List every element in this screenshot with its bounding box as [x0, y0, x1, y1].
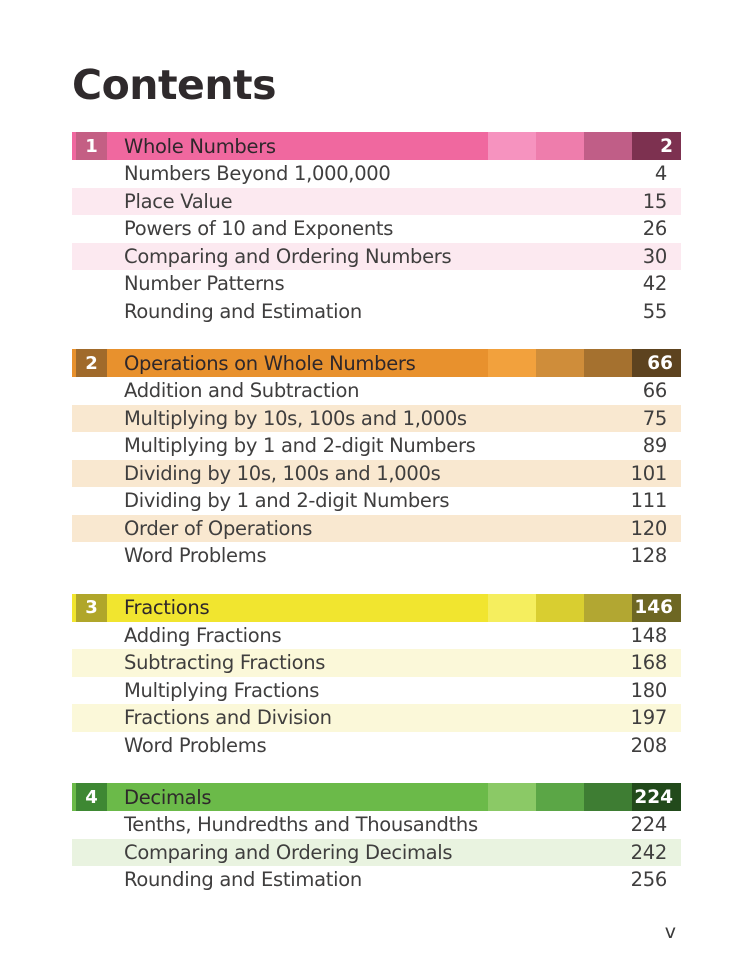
- toc-row-page: 4: [654, 162, 667, 186]
- toc-row-page: 75: [642, 406, 667, 430]
- toc-row: [72, 732, 681, 760]
- toc-row: [72, 622, 681, 650]
- toc-row-label: Order of Operations: [124, 516, 313, 540]
- chapter-header-bar: [72, 783, 681, 811]
- toc-row-label: Multiplying Fractions: [124, 678, 320, 702]
- chapter-rows: [72, 811, 681, 894]
- chapter-section: [72, 349, 681, 570]
- chapter-title: Decimals: [124, 785, 212, 809]
- chapter-number-badge: 1: [76, 132, 107, 160]
- toc-row-page: 101: [630, 461, 667, 485]
- toc-row-label: Adding Fractions: [124, 623, 282, 647]
- toc-row: [72, 487, 681, 515]
- header-color-segment-2: [536, 132, 584, 160]
- toc-row-page: 26: [642, 217, 667, 241]
- toc-row-page: 208: [630, 733, 667, 757]
- header-color-segment-3: [584, 349, 632, 377]
- chapter-header-bar: [72, 594, 681, 622]
- toc-row-page: 66: [642, 379, 667, 403]
- toc-row: [72, 215, 681, 243]
- toc-row: [72, 160, 681, 188]
- toc-row-label: Addition and Subtraction: [124, 379, 360, 403]
- toc-row: [72, 811, 681, 839]
- chapter-rows: [72, 622, 681, 760]
- toc-row-page: 89: [642, 434, 667, 458]
- chapter-page-number: 224: [632, 783, 681, 811]
- toc-row-label: Comparing and Ordering Decimals: [124, 840, 453, 864]
- toc-row-page: 30: [642, 244, 667, 268]
- header-color-segment-2: [536, 594, 584, 622]
- toc-row: [72, 649, 681, 677]
- toc-row-label: Powers of 10 and Exponents: [124, 217, 394, 241]
- toc-row-page: 55: [642, 299, 667, 323]
- header-color-segment-1: [488, 594, 536, 622]
- toc-row: [72, 704, 681, 732]
- toc-row-label: Number Patterns: [124, 272, 285, 296]
- toc-row-page: 242: [630, 840, 667, 864]
- toc-row: [72, 298, 681, 326]
- toc-row-label: Rounding and Estimation: [124, 868, 362, 892]
- toc-row: [72, 866, 681, 894]
- toc-row-label: Dividing by 1 and 2-digit Numbers: [124, 489, 450, 513]
- chapter-header-bar: [72, 349, 681, 377]
- toc-row-page: 224: [630, 813, 667, 837]
- header-color-segment-3: [584, 132, 632, 160]
- chapter-rows: [72, 377, 681, 570]
- toc-row: [72, 460, 681, 488]
- toc-row-page: 128: [630, 544, 667, 568]
- toc-row-page: 111: [630, 489, 667, 513]
- header-color-segment-2: [536, 349, 584, 377]
- toc-row-label: Fractions and Division: [124, 706, 332, 730]
- toc-row-page: 120: [630, 516, 667, 540]
- toc-row: [72, 188, 681, 216]
- chapter-number-badge: 4: [76, 783, 107, 811]
- chapter-title: Whole Numbers: [124, 134, 276, 158]
- toc-row: [72, 515, 681, 543]
- chapter-number-badge: 3: [76, 594, 107, 622]
- toc-row-label: Subtracting Fractions: [124, 651, 326, 675]
- toc-row: [72, 542, 681, 570]
- chapter-rows: [72, 160, 681, 325]
- chapter-number-badge: 2: [76, 349, 107, 377]
- chapter-section: [72, 132, 681, 325]
- toc-row: [72, 270, 681, 298]
- toc-row: [72, 405, 681, 433]
- chapter-section: [72, 594, 681, 760]
- toc-row: [72, 377, 681, 405]
- chapter-page-number: 66: [632, 349, 681, 377]
- toc-row: [72, 243, 681, 271]
- toc-row: [72, 432, 681, 460]
- toc-row: [72, 677, 681, 705]
- toc-row-page: 15: [642, 189, 667, 213]
- header-color-segment-1: [488, 132, 536, 160]
- header-color-segment-3: [584, 783, 632, 811]
- chapter-page-number: 146: [632, 594, 681, 622]
- toc-row-page: 42: [642, 272, 667, 296]
- chapter-header-bar: [72, 132, 681, 160]
- toc-row-page: 256: [630, 868, 667, 892]
- toc-row-label: Word Problems: [124, 544, 267, 568]
- toc-row-page: 180: [630, 678, 667, 702]
- chapter-title: Fractions: [124, 596, 210, 619]
- toc-row-page: 148: [630, 623, 667, 647]
- folio-page-number: v: [664, 920, 676, 943]
- toc-row-label: Multiplying by 1 and 2-digit Numbers: [124, 434, 476, 458]
- chapter-list: [72, 132, 681, 894]
- toc-row-label: Multiplying by 10s, 100s and 1,000s: [124, 406, 467, 430]
- toc-row-label: Tenths, Hundredths and Thousandths: [124, 813, 478, 837]
- chapter-page-number: 2: [632, 132, 681, 160]
- chapter-section: [72, 783, 681, 894]
- header-color-segment-2: [536, 783, 584, 811]
- toc-row-page: 168: [630, 651, 667, 675]
- toc-row-label: Dividing by 10s, 100s and 1,000s: [124, 461, 441, 485]
- header-color-segment-1: [488, 783, 536, 811]
- toc-row-page: 197: [630, 706, 667, 730]
- header-color-segment-1: [488, 349, 536, 377]
- toc-row-label: Numbers Beyond 1,000,000: [124, 162, 391, 186]
- toc-row-label: Place Value: [124, 189, 233, 213]
- toc-row-label: Comparing and Ordering Numbers: [124, 244, 452, 268]
- toc-row-label: Rounding and Estimation: [124, 299, 362, 323]
- toc-row-label: Word Problems: [124, 733, 267, 757]
- chapter-title: Operations on Whole Numbers: [124, 351, 416, 375]
- header-color-segment-3: [584, 594, 632, 622]
- toc-row: [72, 839, 681, 867]
- page-title: Contents: [72, 61, 277, 109]
